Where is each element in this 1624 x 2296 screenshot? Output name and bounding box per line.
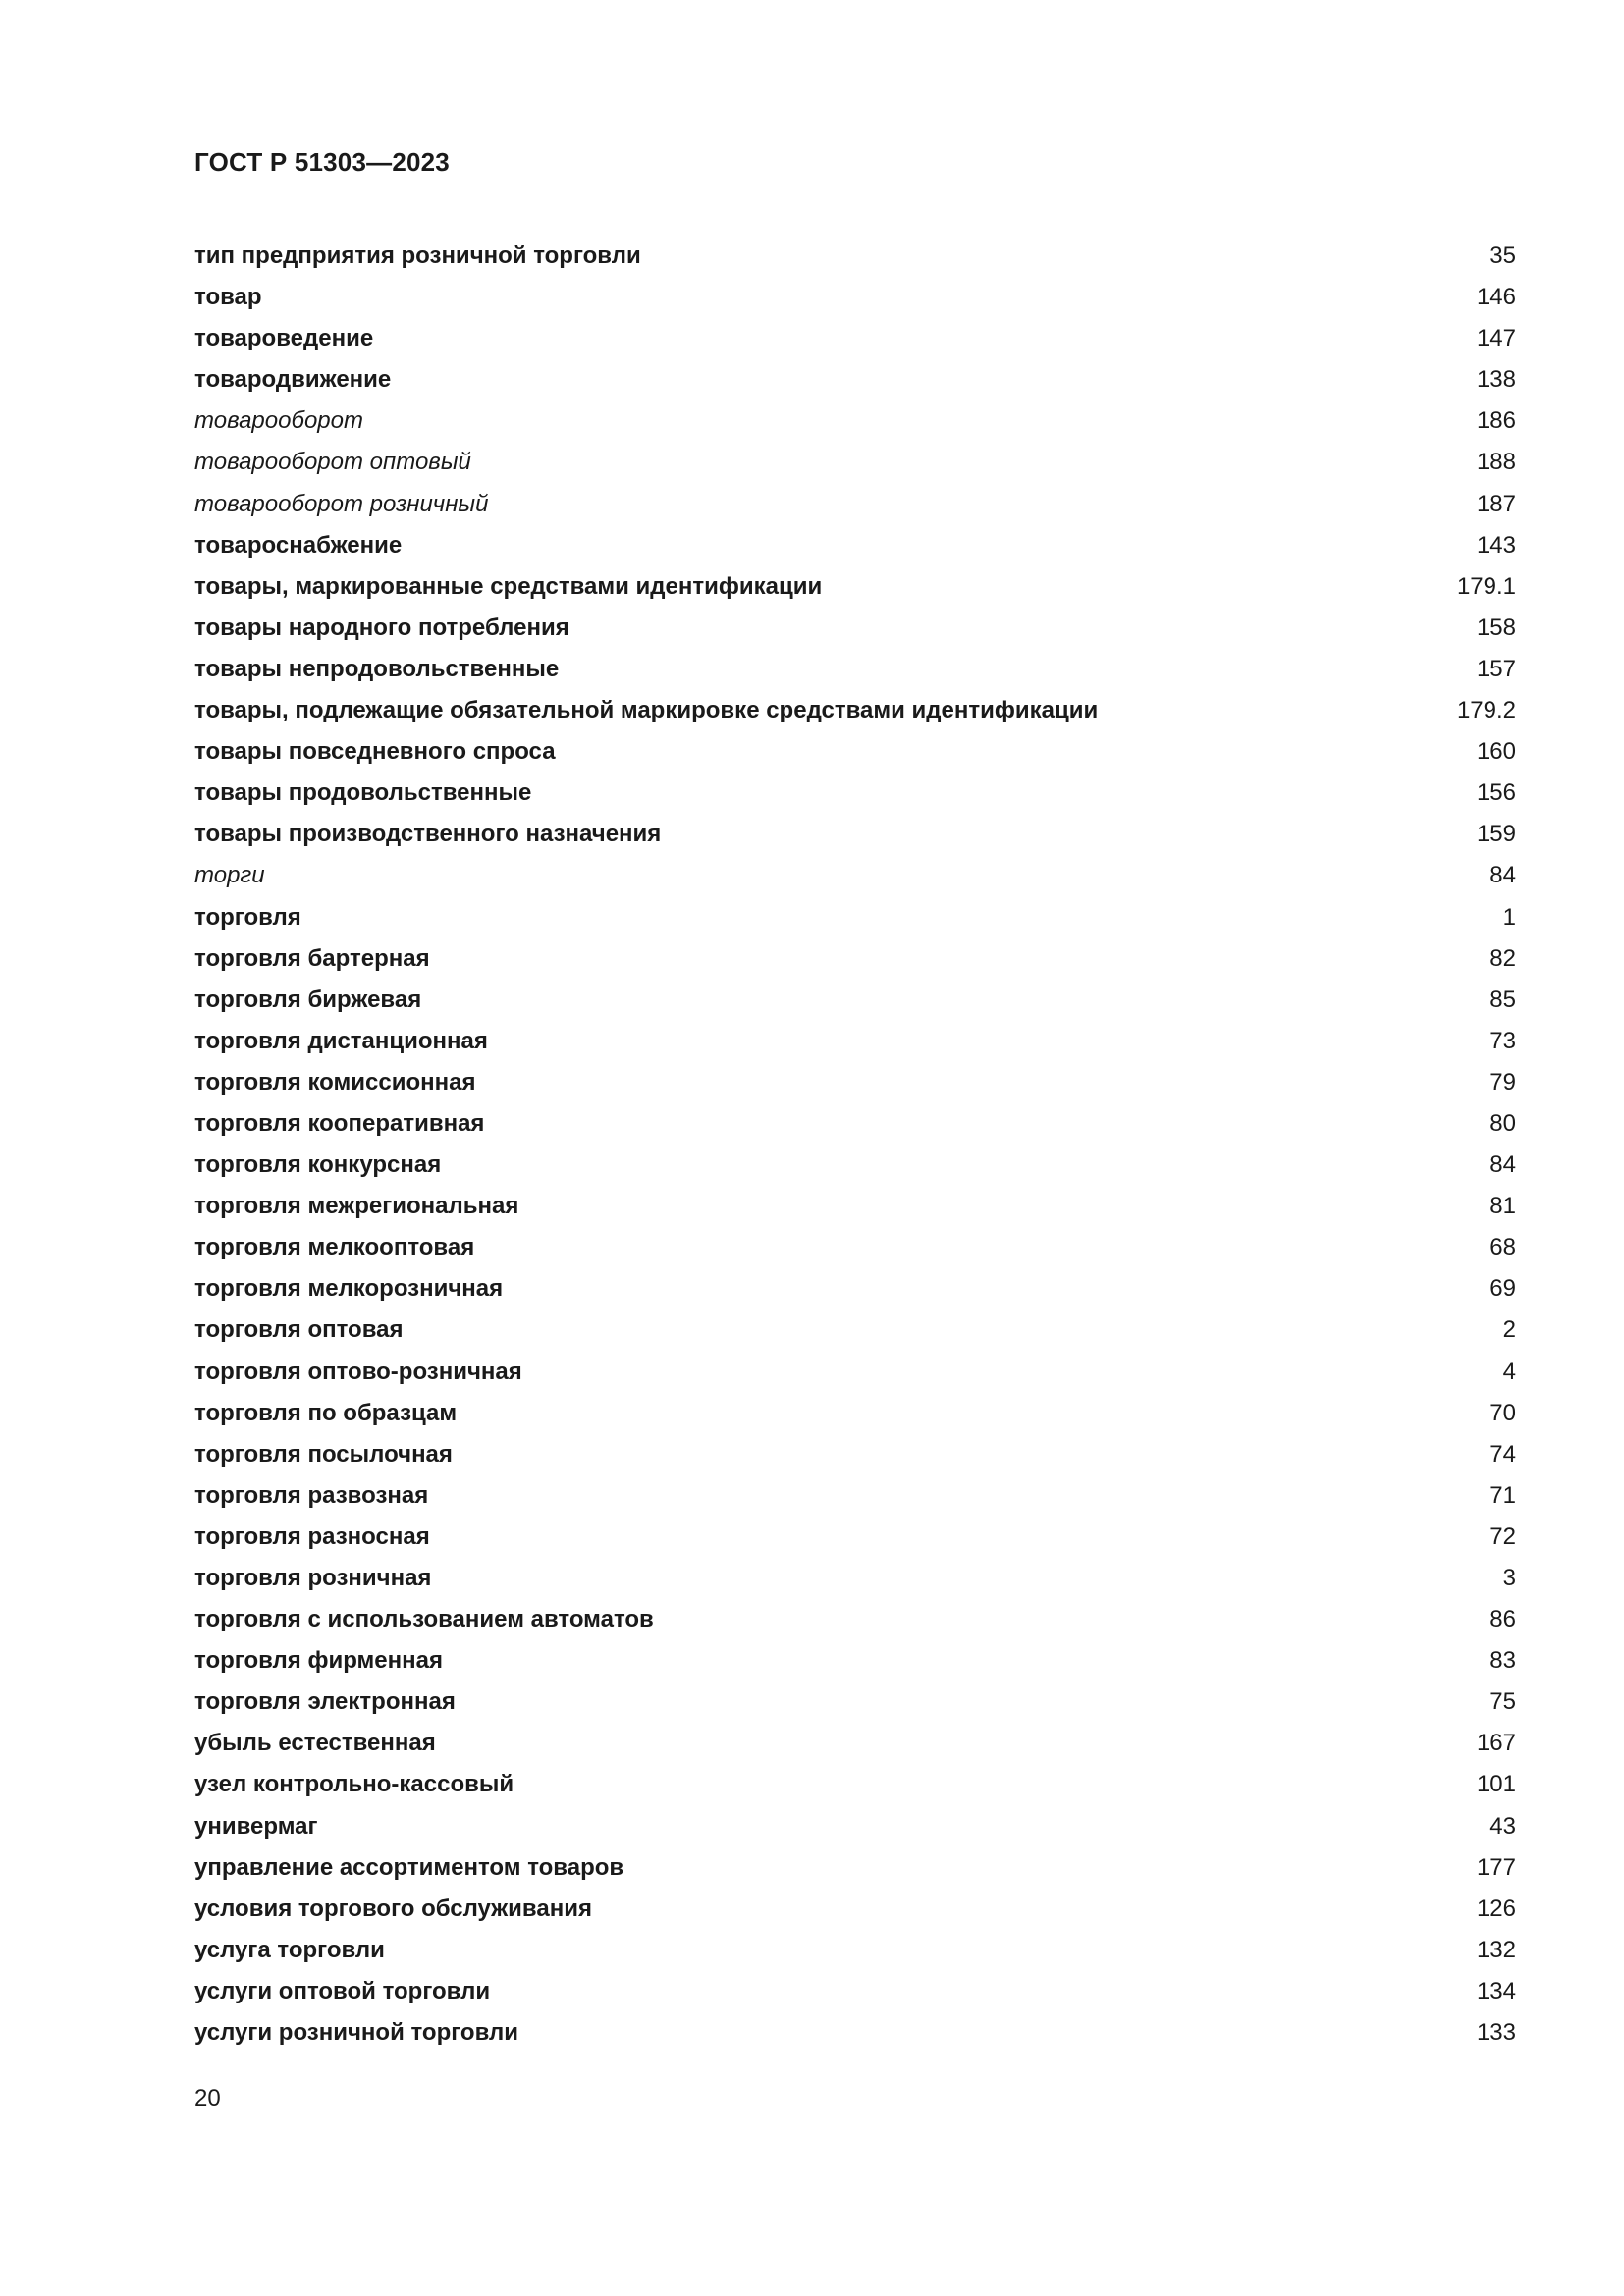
index-entry [194, 484, 1516, 525]
index-term-number: 35 [1489, 242, 1516, 269]
index-entry [194, 1971, 1516, 2012]
index-term-number: 160 [1476, 738, 1516, 766]
index-term: торговля комиссионная [194, 1068, 476, 1095]
index-term: торговля фирменная [194, 1647, 443, 1675]
index-term-number: 72 [1489, 1522, 1516, 1550]
index-term-number: 82 [1489, 944, 1516, 972]
index-entry [194, 1723, 1516, 1764]
index-term: товарооборот оптовый [194, 449, 471, 476]
index-term-number: 43 [1489, 1812, 1516, 1840]
index-entry [194, 1393, 1516, 1434]
index-term: услуги розничной торговли [194, 2019, 519, 2047]
index-entry [194, 1475, 1516, 1517]
index-term: услуги оптовой торговли [194, 1977, 491, 2004]
index-term-number: 159 [1476, 821, 1516, 848]
index-entry [194, 855, 1516, 896]
index-entry [194, 359, 1516, 400]
index-entry [194, 1517, 1516, 1558]
index-term: торговля розничная [194, 1565, 432, 1591]
index-entry [194, 1682, 1516, 1723]
index-term-number: 74 [1489, 1440, 1516, 1468]
index-entry [194, 649, 1516, 690]
index-term: торговля оптово-розничная [194, 1358, 522, 1385]
index-term-number: 3 [1502, 1565, 1516, 1591]
index-term: товары продовольственные [194, 779, 532, 807]
index-entry [194, 1268, 1516, 1309]
index-term-number: 126 [1476, 1895, 1516, 1922]
index-term-number: 147 [1476, 325, 1516, 352]
index-entry [194, 1764, 1516, 1805]
index-term: товар [194, 284, 262, 311]
index-entry [194, 318, 1516, 359]
index-term-number: 167 [1476, 1730, 1516, 1757]
index-entry [194, 442, 1516, 483]
index-term-number: 157 [1476, 655, 1516, 682]
index-term: торги [194, 862, 265, 889]
index-term: тип предприятия розничной торговли [194, 242, 641, 269]
index-term: торговля посылочная [194, 1440, 453, 1468]
index-term-number: 84 [1489, 862, 1516, 889]
index-entry [194, 1599, 1516, 1640]
index-term: торговля мелкооптовая [194, 1234, 475, 1261]
index-entry [194, 608, 1516, 649]
index-term: товары народного потребления [194, 614, 569, 641]
index-entry [194, 2012, 1516, 2054]
index-term-number: 143 [1476, 531, 1516, 559]
index-term-number: 80 [1489, 1109, 1516, 1137]
index-entry [194, 897, 1516, 938]
index-entry [194, 566, 1516, 608]
index-term: услуга торговли [194, 1936, 385, 1963]
index-entry [194, 1806, 1516, 1847]
index-term: убыль естественная [194, 1730, 436, 1757]
index-term-number: 86 [1489, 1606, 1516, 1633]
index-entry [194, 980, 1516, 1021]
index-term: товарооборот [194, 407, 363, 435]
index-entry [194, 1309, 1516, 1351]
index-term: торговля [194, 903, 301, 931]
index-entry [194, 773, 1516, 814]
index-term: узел контрольно-кассовый [194, 1771, 514, 1798]
index-entry [194, 1352, 1516, 1393]
index-entry [194, 277, 1516, 318]
index-term: товародвижение [194, 366, 392, 394]
index-term: торговля оптовая [194, 1316, 404, 1344]
document-header: ГОСТ Р 51303—2023 [194, 147, 450, 177]
index-entry [194, 1930, 1516, 1971]
index-entry [194, 1558, 1516, 1599]
index-term: торговля дистанционная [194, 1027, 488, 1054]
index-term: торговля электронная [194, 1688, 456, 1716]
index-term-number: 134 [1476, 1977, 1516, 2004]
index-term-number: 132 [1476, 1936, 1516, 1963]
index-term-number: 84 [1489, 1151, 1516, 1179]
index-term-number: 179.2 [1456, 697, 1516, 724]
index-term: торговля развозная [194, 1481, 429, 1509]
index-term: товары, подлежащие обязательной маркировке средствами идентификации [194, 697, 1099, 724]
index-entry [194, 1227, 1516, 1268]
index-term: торговля межрегиональная [194, 1193, 519, 1220]
index-term-number: 133 [1476, 2019, 1516, 2047]
index-term-number: 187 [1476, 490, 1516, 517]
index-term: товары производственного назначения [194, 821, 662, 848]
index-entry [194, 1434, 1516, 1475]
index-term: торговля биржевая [194, 986, 422, 1013]
index-term: товары непродовольственные [194, 655, 560, 682]
index-term-number: 179.1 [1456, 572, 1516, 600]
index-term-number: 101 [1476, 1771, 1516, 1798]
index-entry [194, 1145, 1516, 1186]
index-term-number: 75 [1489, 1688, 1516, 1716]
index-term-number: 70 [1489, 1399, 1516, 1426]
index-term: товароведение [194, 325, 374, 352]
index-entry [194, 525, 1516, 566]
index-term: управление ассортиментом товаров [194, 1853, 624, 1881]
index-term-number: 1 [1502, 903, 1516, 931]
index-entry [194, 1021, 1516, 1062]
index-entry [194, 938, 1516, 980]
index-term-number: 71 [1489, 1481, 1516, 1509]
index-entry [194, 1640, 1516, 1682]
index-term-number: 69 [1489, 1275, 1516, 1303]
index-entry [194, 1103, 1516, 1145]
index-entry [194, 731, 1516, 773]
index-term-number: 85 [1489, 986, 1516, 1013]
alphabetical-index [194, 236, 1516, 2054]
index-term-number: 188 [1476, 449, 1516, 476]
index-term: товароснабжение [194, 531, 403, 559]
index-term: торговля конкурсная [194, 1151, 442, 1179]
index-term: товары повседневного спроса [194, 738, 556, 766]
index-term-number: 81 [1489, 1193, 1516, 1220]
index-entry [194, 1062, 1516, 1103]
index-term: условия торгового обслуживания [194, 1895, 592, 1922]
index-term: торговля кооперативная [194, 1109, 485, 1137]
index-term: торговля мелкорозничная [194, 1275, 504, 1303]
index-term: товарооборот розничный [194, 490, 489, 517]
index-entry [194, 400, 1516, 442]
index-entry [194, 1889, 1516, 1930]
index-term-number: 73 [1489, 1027, 1516, 1054]
index-term-number: 2 [1502, 1316, 1516, 1344]
index-term-number: 146 [1476, 284, 1516, 311]
index-term-number: 186 [1476, 407, 1516, 435]
index-term-number: 156 [1476, 779, 1516, 807]
index-entry [194, 1847, 1516, 1889]
index-term-number: 83 [1489, 1647, 1516, 1675]
index-term: торговля бартерная [194, 944, 430, 972]
index-entry [194, 236, 1516, 277]
index-term: торговля с использованием автоматов [194, 1606, 654, 1633]
index-term: торговля разносная [194, 1522, 430, 1550]
index-entry [194, 814, 1516, 855]
index-term-number: 138 [1476, 366, 1516, 394]
index-term-number: 68 [1489, 1234, 1516, 1261]
page-number: 20 [194, 2085, 221, 2111]
index-term: универмаг [194, 1812, 318, 1840]
index-entry [194, 690, 1516, 731]
index-entry [194, 1186, 1516, 1227]
index-term-number: 4 [1502, 1358, 1516, 1385]
index-term-number: 177 [1476, 1853, 1516, 1881]
index-term-number: 158 [1476, 614, 1516, 641]
index-term-number: 79 [1489, 1068, 1516, 1095]
index-term: товары, маркированные средствами идентификации [194, 572, 823, 600]
index-term: торговля по образцам [194, 1399, 458, 1426]
